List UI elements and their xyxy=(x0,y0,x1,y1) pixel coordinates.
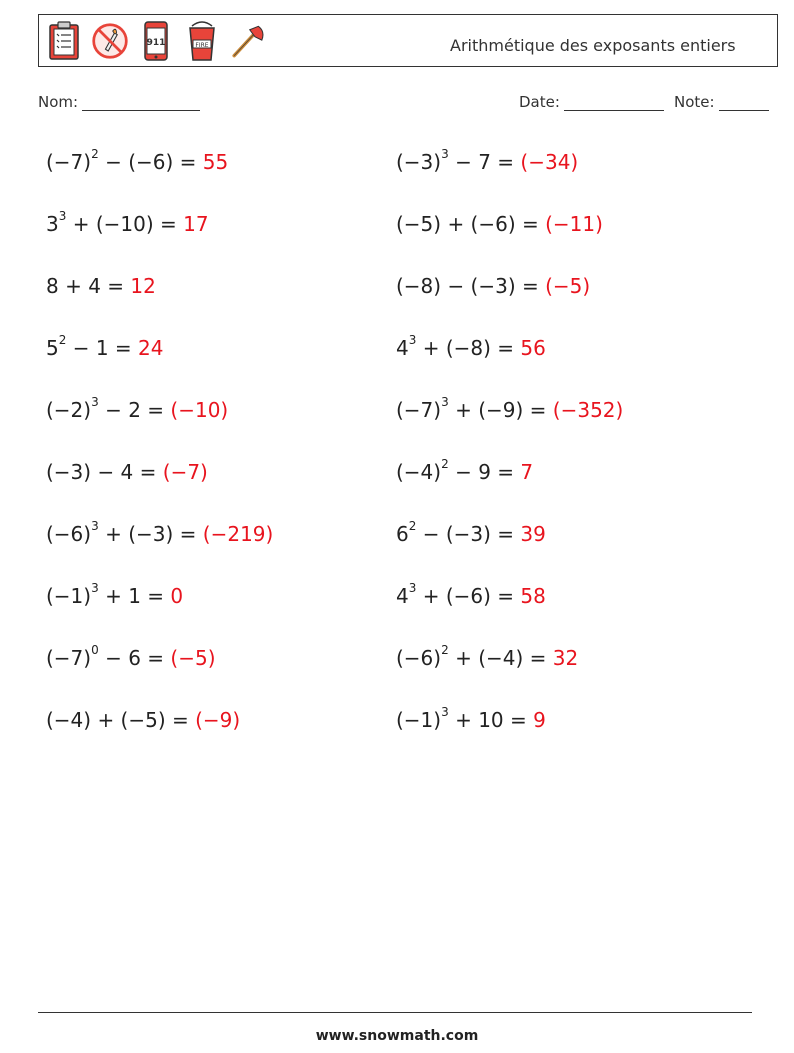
problem-answer: 17 xyxy=(183,212,209,236)
problem-expression: 8 + 4 = xyxy=(46,274,131,298)
problem-exponent: 0 xyxy=(91,643,99,658)
problem-answer: 0 xyxy=(170,584,184,608)
problem-item xyxy=(46,395,229,422)
problem-item xyxy=(396,457,534,484)
problem-rest: − (−6) = xyxy=(98,150,203,174)
problem-item xyxy=(46,460,208,484)
problem-exponent: 2 xyxy=(408,519,417,534)
problem-item xyxy=(396,519,546,546)
problem-expression: (−1) xyxy=(46,584,92,608)
problem-item xyxy=(46,274,156,298)
problem-rest: − 9 = xyxy=(448,460,521,484)
problem-expression: (−1) xyxy=(396,708,442,732)
problem-item xyxy=(396,212,603,236)
problem-exponent: 2 xyxy=(441,457,449,472)
problem-exponent: 3 xyxy=(408,581,417,596)
problem-expression: (−4) xyxy=(396,460,442,484)
problem-exponent: 3 xyxy=(408,333,417,348)
problem-item xyxy=(46,147,229,174)
problem-answer: 12 xyxy=(130,274,156,298)
name-field[interactable] xyxy=(38,93,200,111)
footer-url: www.snowmath.com xyxy=(315,1028,479,1044)
problem-item xyxy=(46,581,184,608)
phone-911-icon xyxy=(137,19,175,63)
problem-exponent: 2 xyxy=(91,147,99,162)
problem-expression: (−7) xyxy=(46,150,92,174)
problem-item xyxy=(396,333,546,360)
worksheet-title: Arithmétique des exposants entiers xyxy=(450,36,736,55)
problem-answer: (−7) xyxy=(162,460,208,484)
problem-expression: (−2) xyxy=(46,398,92,422)
problem-answer: (−352) xyxy=(552,398,624,422)
checklist-clipboard-icon xyxy=(45,19,83,63)
problem-answer: 9 xyxy=(533,708,546,732)
problem-expression: (−6) xyxy=(396,646,442,670)
footer-divider xyxy=(38,1012,752,1013)
problem-expression: 6 xyxy=(396,522,409,546)
svg-text:911: 911 xyxy=(146,38,166,48)
problem-expression: 3 xyxy=(46,212,59,236)
problem-exponent: 3 xyxy=(91,519,99,534)
problem-answer: 32 xyxy=(552,646,579,670)
student-fields xyxy=(38,93,770,115)
problem-exponent: 3 xyxy=(91,395,99,410)
problem-expression: (−3) − 4 = xyxy=(46,460,163,484)
problem-expression: (−5) + (−6) = xyxy=(396,212,546,236)
date-blank[interactable] xyxy=(564,94,664,111)
problem-item xyxy=(396,274,590,298)
problem-answer: (−10) xyxy=(170,398,229,422)
problem-answer: (−219) xyxy=(202,522,274,546)
header-box xyxy=(38,14,778,67)
grade-blank[interactable] xyxy=(719,94,769,111)
problem-item xyxy=(396,705,546,732)
problem-rest: + 10 = xyxy=(448,708,534,732)
problem-rest: + (−6) = xyxy=(416,584,521,608)
problem-item xyxy=(396,395,624,422)
problem-rest: − 2 = xyxy=(98,398,171,422)
svg-text:FIRE: FIRE xyxy=(195,42,209,49)
problem-rest: − (−3) = xyxy=(416,522,521,546)
problem-exponent: 3 xyxy=(441,705,449,720)
problem-rest: − 6 = xyxy=(98,646,171,670)
problem-answer: (−5) xyxy=(545,274,591,298)
problem-expression: (−4) + (−5) = xyxy=(46,708,196,732)
date-field[interactable] xyxy=(519,93,664,111)
problem-item xyxy=(46,333,164,360)
problem-rest: + 1 = xyxy=(98,584,171,608)
problem-answer: 39 xyxy=(520,522,546,546)
name-blank[interactable] xyxy=(82,94,200,111)
problem-expression: (−7) xyxy=(46,646,92,670)
problem-answer: (−11) xyxy=(545,212,603,236)
problem-rest: + (−3) = xyxy=(98,522,203,546)
no-fire-icon xyxy=(91,19,129,63)
problem-answer: (−34) xyxy=(520,150,579,174)
problem-exponent: 2 xyxy=(58,333,67,348)
problem-item xyxy=(396,581,546,608)
problem-rest: − 7 = xyxy=(448,150,521,174)
problem-answer: (−9) xyxy=(195,708,241,732)
problem-rest: + (−4) = xyxy=(448,646,553,670)
problem-answer: 55 xyxy=(202,150,229,174)
problem-item xyxy=(396,147,579,174)
problem-exponent: 3 xyxy=(58,209,67,224)
problem-expression: (−8) − (−3) = xyxy=(396,274,546,298)
problem-item xyxy=(396,643,579,670)
problem-rest: + (−8) = xyxy=(416,336,521,360)
problem-expression: (−6) xyxy=(46,522,92,546)
problem-rest: − 1 = xyxy=(66,336,139,360)
problem-item xyxy=(46,708,240,732)
name-label: Nom: xyxy=(38,93,79,111)
grade-label: Note: xyxy=(674,93,715,111)
problem-expression: 4 xyxy=(396,584,409,608)
problem-answer: 58 xyxy=(520,584,546,608)
fire-axe-icon xyxy=(229,19,267,63)
problem-answer: 7 xyxy=(520,460,534,484)
problem-expression: 4 xyxy=(396,336,409,360)
problem-item xyxy=(46,209,209,236)
grade-field[interactable] xyxy=(674,93,769,111)
problem-answer: (−5) xyxy=(170,646,216,670)
problem-item xyxy=(46,519,274,546)
fire-bucket-icon xyxy=(183,19,221,63)
problem-expression: (−7) xyxy=(396,398,442,422)
date-label: Date: xyxy=(519,93,560,111)
problem-rest: + (−9) = xyxy=(448,398,553,422)
problem-exponent: 3 xyxy=(91,581,99,596)
problem-rest: + (−10) = xyxy=(66,212,184,236)
problem-exponent: 3 xyxy=(441,147,449,162)
problem-expression: 5 xyxy=(46,336,59,360)
problem-expression: (−3) xyxy=(396,150,442,174)
problem-exponent: 2 xyxy=(441,643,449,658)
header-icons xyxy=(45,19,267,63)
problem-item xyxy=(46,643,216,670)
problem-answer: 56 xyxy=(520,336,546,360)
problem-exponent: 3 xyxy=(441,395,449,410)
problem-answer: 24 xyxy=(138,336,164,360)
